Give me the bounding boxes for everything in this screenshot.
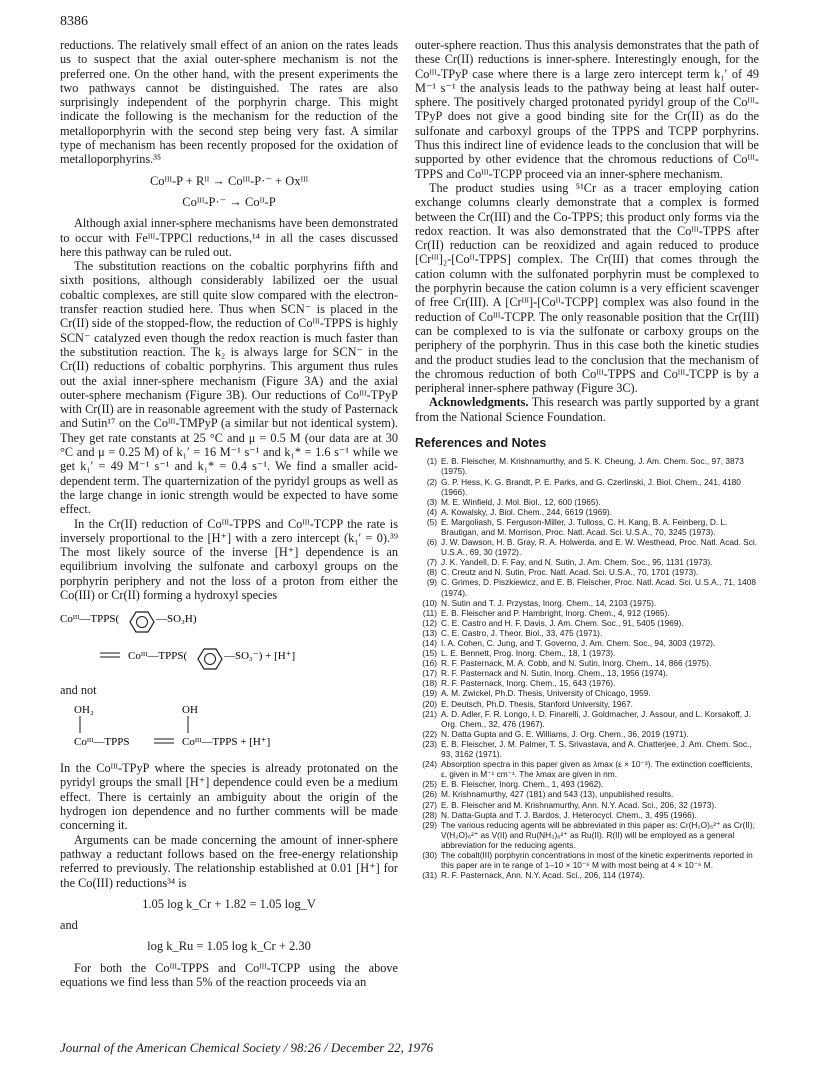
reference-text: L. E. Bennett, Prog. Inorg. Chem., 18, 1 (1973).: [441, 648, 616, 659]
reference-number: (12): [422, 617, 437, 628]
reference-number: (11): [422, 607, 437, 618]
reference-item: [415, 789, 759, 799]
reference-number: (22): [422, 728, 437, 739]
references-title: References and Notes: [415, 436, 547, 451]
reference-item: [415, 608, 759, 618]
reference-item: [415, 517, 759, 537]
reference-item: [415, 729, 759, 739]
acknowledgments: [415, 395, 759, 424]
left-column: [60, 38, 398, 989]
ring-circle: [205, 654, 216, 665]
ring-circle: [137, 617, 148, 628]
reference-number: (25): [422, 779, 437, 790]
reference-number: (26): [422, 789, 437, 800]
paragraph: Arguments can be made concerning the amount of inner-sphere pathway a reductant follows based on the free-energy relationship referred to previously. The relationship established at 0.01 [H⁺] for the Co(III) reductions³⁴ is: [60, 832, 398, 890]
reference-item: [415, 577, 759, 597]
reference-item: [415, 699, 759, 709]
paragraph: Although axial inner-sphere mechanisms have been demonstrated to occur with Feᴵᴵᴵ-TPPCl reductions,¹⁴ in all the cases discussed here this pathway can be ruled out.: [60, 216, 398, 259]
reference-text: M. E. Winfield, J. Mol. Biol., 12, 600 (1965).: [441, 496, 601, 507]
paragraph: For both the Coᴵᴵᴵ-TPPS and Coᴵᴵᴵ-TCPP using the above equations we find less than 5% of the reaction proceeds via an: [60, 960, 398, 990]
reference-number: (3): [426, 496, 437, 507]
scheme-rhs-prefix: Coᴵᴵᴵ—TPPS(: [128, 650, 188, 663]
scheme-lhs-prefix: Coᴵᴵᴵ—TPPS(: [60, 613, 120, 626]
reference-number: (8): [426, 567, 437, 578]
reference-item: [415, 598, 759, 608]
reference-text: N. Sutin and T. J. Przystas, Inorg. Chem., 14, 2103 (1975).: [441, 597, 657, 608]
phenyl-ring-icon: [130, 612, 154, 632]
reference-text: M. Krishnamurthy, 427 (181) and 543 (13), unpublished results.: [441, 789, 674, 800]
reference-text: E. B. Fleischer and M. Krishnamurthy, Ann. N.Y. Acad. Sci., 206, 32 (1973).: [441, 799, 717, 810]
reference-text: E. Deutsch, Ph.D. Thesis, Stanford University, 1967.: [441, 698, 633, 709]
ligand-oh2: OH₂: [74, 703, 94, 716]
paragraph: outer-sphere reaction. Thus this analysis demonstrates that the path of these Cr(II) reductions is inner-sphere. Interestingly enough, for the Coᴵᴵᴵ-TPyP case where there is a large zero intercept term k₁′ of 49 M⁻¹ s⁻¹ the analysis leads to the pathway being at least half outer-sphere. The positively charged protonated pyridyl group of the Coᴵᴵᴵ-TPyP does not give a good binding site for the Cr(II) as do the sulfonate and carboxyl groups of the TPPS and TCPP porphyrins. Thus this indirect line of evidence leads to the conclusion that will be supported by other evidence that the chromous reductions of Coᴵᴵᴵ-TPPS and Coᴵᴵᴵ-TCPP proceed via an inner-sphere mechanism.: [415, 38, 759, 181]
reference-item: [415, 759, 759, 779]
reference-text: A. M. Zwickel, Ph.D. Thesis, University of Chicago, 1959.: [441, 688, 651, 699]
reference-item: [415, 537, 759, 557]
reference-item: [415, 800, 759, 810]
reference-number: (29): [422, 819, 437, 830]
equation: log k_Ru = 1.05 log k_Cr + 2.30: [147, 939, 311, 954]
reference-number: (28): [422, 809, 437, 820]
paragraph: The substitution reactions on the cobaltic porphyrins fifth and sixth positions, although considerably labilized oer the usual cobaltic complexes, are still quite slow compared with the electron-transfer reaction studied here. Thus when SCN⁻ is placed in the Cr(II) side of the stopped-flow, the reduction of Coᴵᴵᴵ-TPPS is highly SCN⁻ catalyzed even though the redox reaction is much faster than the substitution reaction. The k₂ is always large for SCN⁻ in the Cr(II) reductions of cobaltic porphyrins. This argument thus rules out the axial inner-sphere mechanism (Figure 3A) and the axial outer-sphere mechanism (Figure 3B). Our reductions of Coᴵᴵᴵ-TPyP with Cr(II) are in reasonable agreement with the study of Pasternack and Sutin¹⁷ on the Coᴵᴵᴵ-TMPyP (a similar but not identical system). They get rate constants at 25 °C and μ = 0.5 M (our data are at 30 °C and μ = 0.25 M) of k₁′ = 16 M⁻¹ s⁻¹ and k₁* = 1.6 s⁻¹ while we get k₁′ = 49 M⁻¹ s⁻¹ and k₁* = 0.4 s⁻¹. We find a smaller acid-dependent term. The quarternization of the pyridyl groups as well as the large change in ionic strength would be expected to have some effect.: [60, 259, 398, 517]
reference-number: (21): [422, 708, 437, 719]
reference-number: (2): [426, 476, 437, 487]
reference-number: (5): [426, 516, 437, 527]
reference-item: [415, 709, 759, 729]
equation: Coᴵᴵᴵ-P + Rᴵᴵ → Coᴵᴵᴵ-P·⁻ + Oxᴵᴵᴵ: [149, 173, 309, 188]
reference-text: E. Margoliash, S. Ferguson-Miller, J. Tulloss, C. H. Kang, B. A. Feinberg, D. L. Brautigan, and M. Morrison, Proc. Natl. Acad. Sci. U.S.A., 70, 3245 (1973).: [441, 516, 728, 537]
reference-item: [415, 618, 759, 628]
equilibrium-scheme-2: [60, 703, 398, 757]
reference-item: [415, 678, 759, 688]
and-not-label: and not: [60, 682, 97, 697]
reference-text: R. F. Pasternack, M. A. Cobb, and N. Sutin, Inorg. Chem., 14, 866 (1975).: [441, 658, 712, 669]
reference-text: C. E. Castro, J. Theor. Biol., 33, 475 (1971).: [441, 627, 603, 638]
reference-text: J. K. Yandell, D. F. Fay, and N. Sutin, J. Am. Chem. Soc., 95, 1131 (1973).: [441, 557, 713, 568]
right-column: [415, 38, 759, 880]
reference-text: E. B. Fleischer and P. Hambright, Inorg. Chem., 4, 912 (1965).: [441, 607, 670, 618]
reference-number: (13): [422, 627, 437, 638]
reference-number: (31): [422, 870, 437, 881]
reference-number: (24): [422, 759, 437, 770]
reference-number: (7): [426, 557, 437, 568]
reference-number: (17): [422, 668, 437, 679]
scheme-lhs-suffix: —SO₃H): [156, 613, 197, 626]
equation: Coᴵᴵᴵ-P·⁻ → Coᴵᴵ-P: [182, 194, 276, 209]
reference-number: (6): [426, 537, 437, 548]
journal-footer: Journal of the American Chemical Society / 98:26 / December 22, 1976: [60, 1040, 434, 1055]
reference-number: (18): [422, 678, 437, 689]
reference-item: [415, 658, 759, 668]
reference-number: (9): [426, 577, 437, 588]
reference-text: A. D. Adler, F. R. Longo, I. D. Finarelli, J. Goldmacher, J. Assour, and L. Korsakoff, J. Org. Chem., 32, 476 (1967).: [441, 708, 751, 729]
reference-item: [415, 850, 759, 870]
reference-text: I. A. Cohen, C. Jung, and T. Governo, J. Am. Chem. Soc., 94, 3003 (1972).: [441, 638, 716, 648]
reference-item: [415, 638, 759, 648]
references-list: [415, 456, 759, 880]
reference-text: R. F. Pasternack, Ann. N.Y. Acad. Sci., 206, 114 (1974).: [441, 870, 645, 881]
acknowledgments-label: Acknowledgments.: [429, 395, 529, 410]
reference-item: [415, 688, 759, 698]
reference-number: (14): [422, 638, 437, 648]
reference-item: [415, 477, 759, 497]
phenyl-ring-icon: [198, 649, 222, 669]
equation: 1.05 log k_Cr + 1.82 = 1.05 log_V: [142, 896, 316, 911]
reference-item: [415, 567, 759, 577]
ligand-oh: OH: [182, 703, 198, 716]
reference-text: N. Datta Gupta and G. E. Williams, J. Org. Chem., 36, 2019 (1971).: [441, 728, 689, 739]
reference-number: (27): [422, 799, 437, 810]
reference-text: G. P. Hess, K. G. Brandt, P. E. Parks, and G. Czerlinski, J. Biol. Chem., 241, 4180 (1966).: [441, 476, 741, 497]
reference-number: (15): [422, 648, 437, 659]
reference-item: [415, 810, 759, 820]
reference-text: A. Kowalsky, J. Biol. Chem., 244, 6619 (1969).: [441, 506, 612, 517]
reference-item: [415, 739, 759, 759]
paragraph: reductions. The relatively small effect of an anion on the rates leads us to suspect that the axial outer-sphere mechanism is not the preferred one. On the other hand, with the present experiments the two pathways cannot be distinguished. The rates are also surprisingly independent of the porphyrin charge. This might indicate the following is the mechanism for the reduction of the metalloporphyrin with the second step being very fast. A similar type of mechanism has been recently proposed for the oxidation of metalloporphyrins.³⁵: [60, 38, 398, 167]
reference-text: R. F. Pasternack and N. Sutin, Inorg. Chem., 13, 1956 (1974).: [441, 668, 668, 679]
reference-number: (1): [426, 456, 437, 467]
reference-item: [415, 779, 759, 789]
scheme-rhs-suffix: —SO₃⁻) + [H⁺]: [224, 650, 296, 663]
reference-text: C. Creutz and N. Sutin, Proc. Natl. Acad. Sci. U.S.A., 70, 1701 (1973).: [441, 567, 699, 578]
paragraph: In the Cr(II) reduction of Coᴵᴵᴵ-TPPS and Coᴵᴵᴵ-TCPP the rate is inversely proportional to the [H⁺] with a zero intercept (k₁′ = 0).³⁹ The most likely source of the inverse [H⁺] dependence is an equilibrium involving the sulfonate and carboxyl groups on the porphyrin periphery and not the loss of a proton from either the Co(III) or Cr(II) forming a hydroxyl species: [60, 516, 398, 602]
reference-number: (4): [426, 506, 437, 517]
reference-text: E. B. Fleischer, M. Krishnamurthy, and S. K. Cheung, J. Am. Chem. Soc., 97, 3873 (1975).: [441, 456, 744, 477]
reference-number: (19): [422, 688, 437, 699]
reference-item: [415, 497, 759, 507]
reference-item: [415, 628, 759, 638]
reference-text: C. E. Castro and H. F. Davis, J. Am. Chem. Soc., 91, 5405 (1969).: [441, 617, 684, 628]
reference-item: [415, 668, 759, 678]
reference-text: R. F. Pasternack, Inorg. Chem., 15, 643 (1976).: [441, 678, 616, 689]
and-label: and: [60, 918, 78, 933]
page-number: 8386: [60, 14, 88, 29]
reference-item: [415, 456, 759, 476]
reference-item: [415, 820, 759, 850]
equilibrium-scheme-1: [60, 608, 398, 678]
scheme2-lhs: Coᴵᴵᴵ—TPPS: [74, 735, 130, 748]
scheme2-rhs: Coᴵᴵᴵ—TPPS + [H⁺]: [182, 735, 271, 748]
reference-number: (30): [422, 849, 437, 860]
reference-number: (23): [422, 738, 437, 749]
reference-item: [415, 648, 759, 658]
reference-item: [415, 557, 759, 567]
reference-text: J. W. Dawson, H. B. Gray, R. A. Holwerda, and E. W. Westhead, Proc. Natl. Acad. Sci. U.S.A., 69, 30 (1972).: [441, 537, 758, 558]
paragraph: The product studies using ⁵¹Cr as a tracer employing cation exchange columns clearly demonstrate that a complex is formed between the Cr(III) and the Co-TPPS; this product only forms via the redox reaction. It was also demonstrated that the Coᴵᴵᴵ-TPPS after Cr(II) reduction can be reoxidized and again reduced to produce [Crᴵᴵᴵ]₂-[Coᴵᴵ-TPPS] complex. The Cr(III) that comes through the cation column with the sulfonated porphyrin must be complexed to the porphyrin because the cation column is a very efficient scavenger of free Cr(III). A [Crᴵᴵᴵ]-[Coᴵᴵ-TCPP] complex was also found in the reduction of Coᴵᴵᴵ-TCPP. The only reasonable position that the Cr(III) can be complexed to is via the sulfonate or carboxy groups on the periphery of the porphyrin. Thus in this case both the kinetic studies and the product studies lead to the conclusion that the mechanism of the chromous reduction of both Coᴵᴵᴵ-TPPS and Coᴵᴵᴵ-TCPP is by a peripheral inner-sphere pathway (Figure 3C).: [415, 180, 759, 396]
reference-text: E. B. Fleischer, Inorg. Chem., 1, 493 (1962).: [441, 779, 604, 790]
reference-text: The various reducing agents will be abbreviated in this paper as: Cr(H₂O)₆²⁺ as Cr(II); V(H₂O)₆²⁺ as V(II) and Ru(NH₃)₆²⁺ as Ru(II). R(II) will be employed as a general abbreviation for the reducing agents.: [441, 819, 755, 850]
reference-number: (16): [422, 658, 437, 669]
reference-item: [415, 507, 759, 517]
reference-item: [415, 870, 759, 880]
acknowledgments-text: This research was partly supported by a grant from the National Science Foundation.: [415, 395, 759, 424]
reference-text: Absorption spectra in this paper given as λmax (ε × 10⁻³). The extinction coefficients, ε, given in M⁻¹ cm⁻¹. The λmax are given in nm.: [441, 759, 753, 780]
reference-text: E. B. Fleischer, J. M. Palmer, T. S. Srivastava, and A. Chatterjee, J. Am. Chem. Soc., 93, 3162 (1971).: [441, 738, 752, 760]
reference-number: (10): [422, 597, 437, 608]
reference-text: C. Grimes, D. Piszkiewicz, and E. B. Fleischer, Proc. Natl. Acad. Sci. U.S.A., 71, 1408 (1974).: [441, 577, 756, 598]
reference-text: N. Datta-Gupta and T. J. Bardos, J. Heterocycl. Chem., 3, 495 (1966).: [441, 809, 697, 820]
paragraph: In the Coᴵᴵᴵ-TPyP where the species is already protonated on the pyridyl groups the small [H⁺] dependence could even be a medium effect. There is certainly an ambiguity about the origin of the hydrogen ion dependence and no further comments will be made concerning it.: [60, 761, 398, 833]
reference-text: The cobalt(III) porphyrin concentrations in most of the kinetic experiments reported in this paper are in te range of 1–10 × 10⁻⁶ M with most being at 4 × 10⁻⁶ M.: [441, 849, 753, 871]
reference-number: (20): [422, 698, 437, 709]
